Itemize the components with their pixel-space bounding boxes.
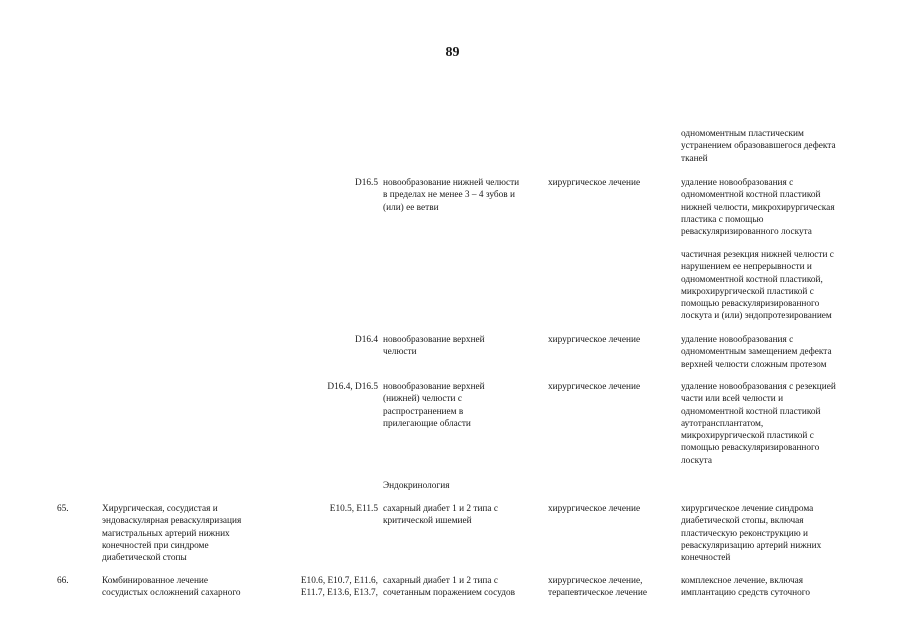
diagnosis-code: E10.6, E10.7, E11.6, E11.7, E13.6, E13.7, bbox=[300, 576, 378, 599]
patient-model: сахарный диабет 1 и 2 типа с сочетанным поражением сосудов bbox=[383, 576, 515, 599]
diagnosis-code: D16.4 bbox=[355, 335, 378, 345]
item-number: 65. bbox=[57, 504, 69, 514]
diagnosis-code: D16.4, D16.5 bbox=[327, 382, 378, 392]
treatment-type: хирургическое лечение bbox=[548, 504, 641, 514]
treatment-method: удаление новообразования с резекцией части или всей челюсти и одномоментной костной пластикой аутотрансплантатом, микрохирургической пластикой с помощью реваскуляризированного лоскута bbox=[681, 382, 836, 466]
treatment-type: хирургическое лечение, терапевтическое лечение bbox=[548, 576, 647, 599]
treatment-method: частичная резекция нижней челюсти с нарушением ее непрерывности и одномоментной костной пластикой, микрохирургической пластикой с помощью реваскуляризированного лоскута и (или) эндопротезированием bbox=[681, 250, 834, 322]
item-number: 66. bbox=[57, 576, 69, 586]
treatment-method: удаление новообразования с одномоментным замещением дефекта верхней челюсти сложным протезом bbox=[681, 335, 832, 370]
treatment-type: хирургическое лечение bbox=[548, 178, 641, 188]
treatment-method: удаление новообразования с одномоментной костной пластикой нижней челюсти, микрохирургическая пластика с помощью реваскуляризированного лоскута bbox=[681, 178, 835, 238]
patient-model: новообразование верхней челюсти bbox=[383, 335, 485, 358]
patient-model: новообразование нижней челюсти в пределах не менее 3 – 4 зубов и (или) ее ветви bbox=[383, 178, 520, 213]
method-continuation: одномоментным пластическим устранением образовавшегося дефекта тканей bbox=[681, 129, 836, 164]
treatment-type: хирургическое лечение bbox=[548, 382, 641, 392]
diagnosis-code: D16.5 bbox=[355, 178, 378, 188]
page-number: 89 bbox=[445, 45, 460, 60]
item-name: Комбинированное лечение сосудистых осложнений сахарного bbox=[102, 576, 241, 599]
patient-model: новообразование верхней (нижней) челюсти с распространением в прилегающие области bbox=[383, 382, 485, 429]
treatment-type: хирургическое лечение bbox=[548, 335, 641, 345]
treatment-method: комплексное лечение, включая имплантацию средств суточного bbox=[681, 576, 811, 599]
treatment-method: хирургическое лечение синдрома диабетической стопы, включая пластическую реконструкцию и реваскуляризацию артерий нижних конечностей bbox=[681, 504, 822, 564]
section-title: Эндокринология bbox=[383, 481, 450, 491]
item-name: Хирургическая, сосудистая и эндоваскулярная реваскуляризация магистральных артерий нижних конечностей при синдроме диабетической стопы bbox=[102, 504, 242, 564]
patient-model: сахарный диабет 1 и 2 типа с критической ишемией bbox=[383, 504, 498, 527]
diagnosis-code: E10.5, E11.5 bbox=[329, 504, 378, 514]
